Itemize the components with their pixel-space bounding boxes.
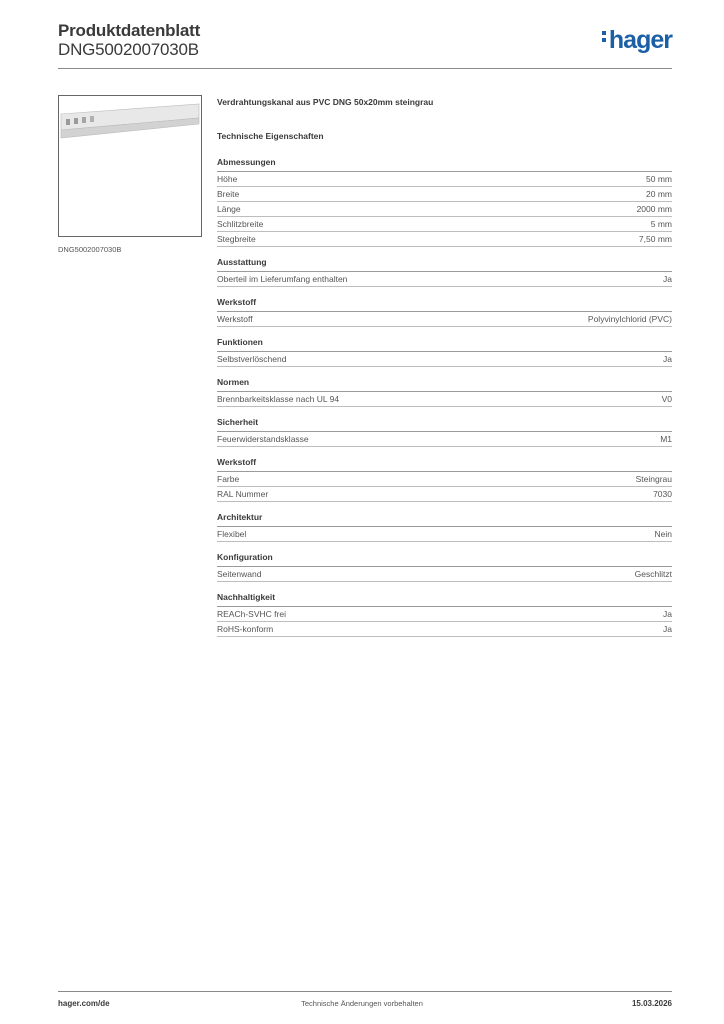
- spec-value: Ja: [663, 274, 672, 284]
- spec-value: Ja: [663, 624, 672, 634]
- spec-row: [217, 172, 672, 187]
- image-caption: DNG5002007030B: [58, 245, 122, 254]
- spec-group-title: Werkstoff: [217, 457, 672, 472]
- spec-row: [217, 472, 672, 487]
- spec-group-title: Abmessungen: [217, 157, 672, 172]
- spec-label: Flexibel: [217, 529, 247, 539]
- spec-group: [217, 512, 672, 542]
- spec-row: [217, 527, 672, 542]
- product-number: DNG5002007030B: [58, 40, 199, 59]
- spec-group: [217, 552, 672, 582]
- footer-date: 15.03.2026: [631, 999, 672, 1008]
- spec-row: [217, 432, 672, 447]
- spec-row: [217, 567, 672, 582]
- spec-value: 5 mm: [650, 219, 672, 229]
- spec-row: [217, 392, 672, 407]
- spec-group-title: Funktionen: [217, 337, 672, 352]
- footer-note: Technische Änderungen vorbehalten: [301, 999, 423, 1008]
- spec-value: 20 mm: [646, 189, 672, 199]
- spec-group-title: Werkstoff: [217, 297, 672, 312]
- spec-group-title: Konfiguration: [217, 552, 672, 567]
- spec-row: [217, 352, 672, 367]
- spec-label: Selbstverlöschend: [217, 354, 287, 364]
- spec-label: RoHS-konform: [217, 624, 274, 634]
- spec-group: [217, 457, 672, 502]
- spec-value: 50 mm: [646, 174, 672, 184]
- spec-label: REACh-SVHC frei: [217, 609, 286, 619]
- tech-heading: Technische Eigenschaften: [217, 131, 324, 141]
- spec-row: [217, 202, 672, 217]
- spec-value: 7,50 mm: [638, 234, 672, 244]
- spec-group: [217, 417, 672, 447]
- spec-label: Breite: [217, 189, 240, 199]
- spec-group-title: Nachhaltigkeit: [217, 592, 672, 607]
- product-image: [58, 95, 202, 237]
- page-title: Produktdatenblatt: [58, 21, 201, 40]
- spec-label: Stegbreite: [217, 234, 256, 244]
- spec-group: [217, 377, 672, 407]
- spec-label: Feuerwiderstandsklasse: [217, 434, 309, 444]
- header-divider: [58, 68, 672, 69]
- spec-value: Polyvinylchlorid (PVC): [587, 314, 672, 324]
- spec-row: [217, 622, 672, 637]
- spec-value: Ja: [663, 354, 672, 364]
- spec-value: Ja: [663, 609, 672, 619]
- hager-logo: [602, 26, 672, 54]
- spec-group-title: Ausstattung: [217, 257, 672, 272]
- footer-divider: [58, 991, 672, 992]
- spec-label: Schlitzbreite: [217, 219, 264, 229]
- spec-row: [217, 217, 672, 232]
- spec-label: Farbe: [217, 474, 240, 484]
- spec-value: Geschlitzt: [634, 569, 672, 579]
- spec-value: V0: [661, 394, 672, 404]
- spec-label: Brennbarkeitsklasse nach UL 94: [217, 394, 340, 404]
- spec-row: [217, 312, 672, 327]
- spec-row: [217, 607, 672, 622]
- spec-group-title: Sicherheit: [217, 417, 672, 432]
- spec-value: 2000 mm: [636, 204, 672, 214]
- spec-value: 7030: [653, 489, 672, 499]
- footer-website: hager.com/de: [58, 999, 110, 1008]
- spec-value: M1: [660, 434, 672, 444]
- spec-label: Länge: [217, 204, 241, 214]
- spec-label: Seitenwand: [217, 569, 262, 579]
- spec-groups: [217, 157, 672, 637]
- spec-row: [217, 232, 672, 247]
- spec-group: [217, 337, 672, 367]
- cable-duct-illustration: [59, 96, 201, 236]
- logo-text: hager: [608, 26, 672, 54]
- spec-label: Oberteil im Lieferumfang enthalten: [217, 274, 348, 284]
- spec-row: [217, 187, 672, 202]
- spec-group-title: Architektur: [217, 512, 672, 527]
- spec-group: [217, 592, 672, 637]
- spec-group-title: Normen: [217, 377, 672, 392]
- spec-value: Nein: [654, 529, 672, 539]
- spec-row: [217, 272, 672, 287]
- spec-label: Werkstoff: [217, 314, 253, 324]
- product-name: Verdrahtungskanal aus PVC DNG 50x20mm steingrau: [217, 97, 434, 107]
- spec-value: Steingrau: [635, 474, 672, 484]
- spec-label: Höhe: [217, 174, 238, 184]
- spec-group: [217, 297, 672, 327]
- spec-row: [217, 487, 672, 502]
- spec-content: [217, 97, 672, 637]
- logo-dots-icon: [602, 28, 607, 45]
- spec-group: [217, 157, 672, 247]
- spec-group: [217, 257, 672, 287]
- spec-label: RAL Nummer: [217, 489, 269, 499]
